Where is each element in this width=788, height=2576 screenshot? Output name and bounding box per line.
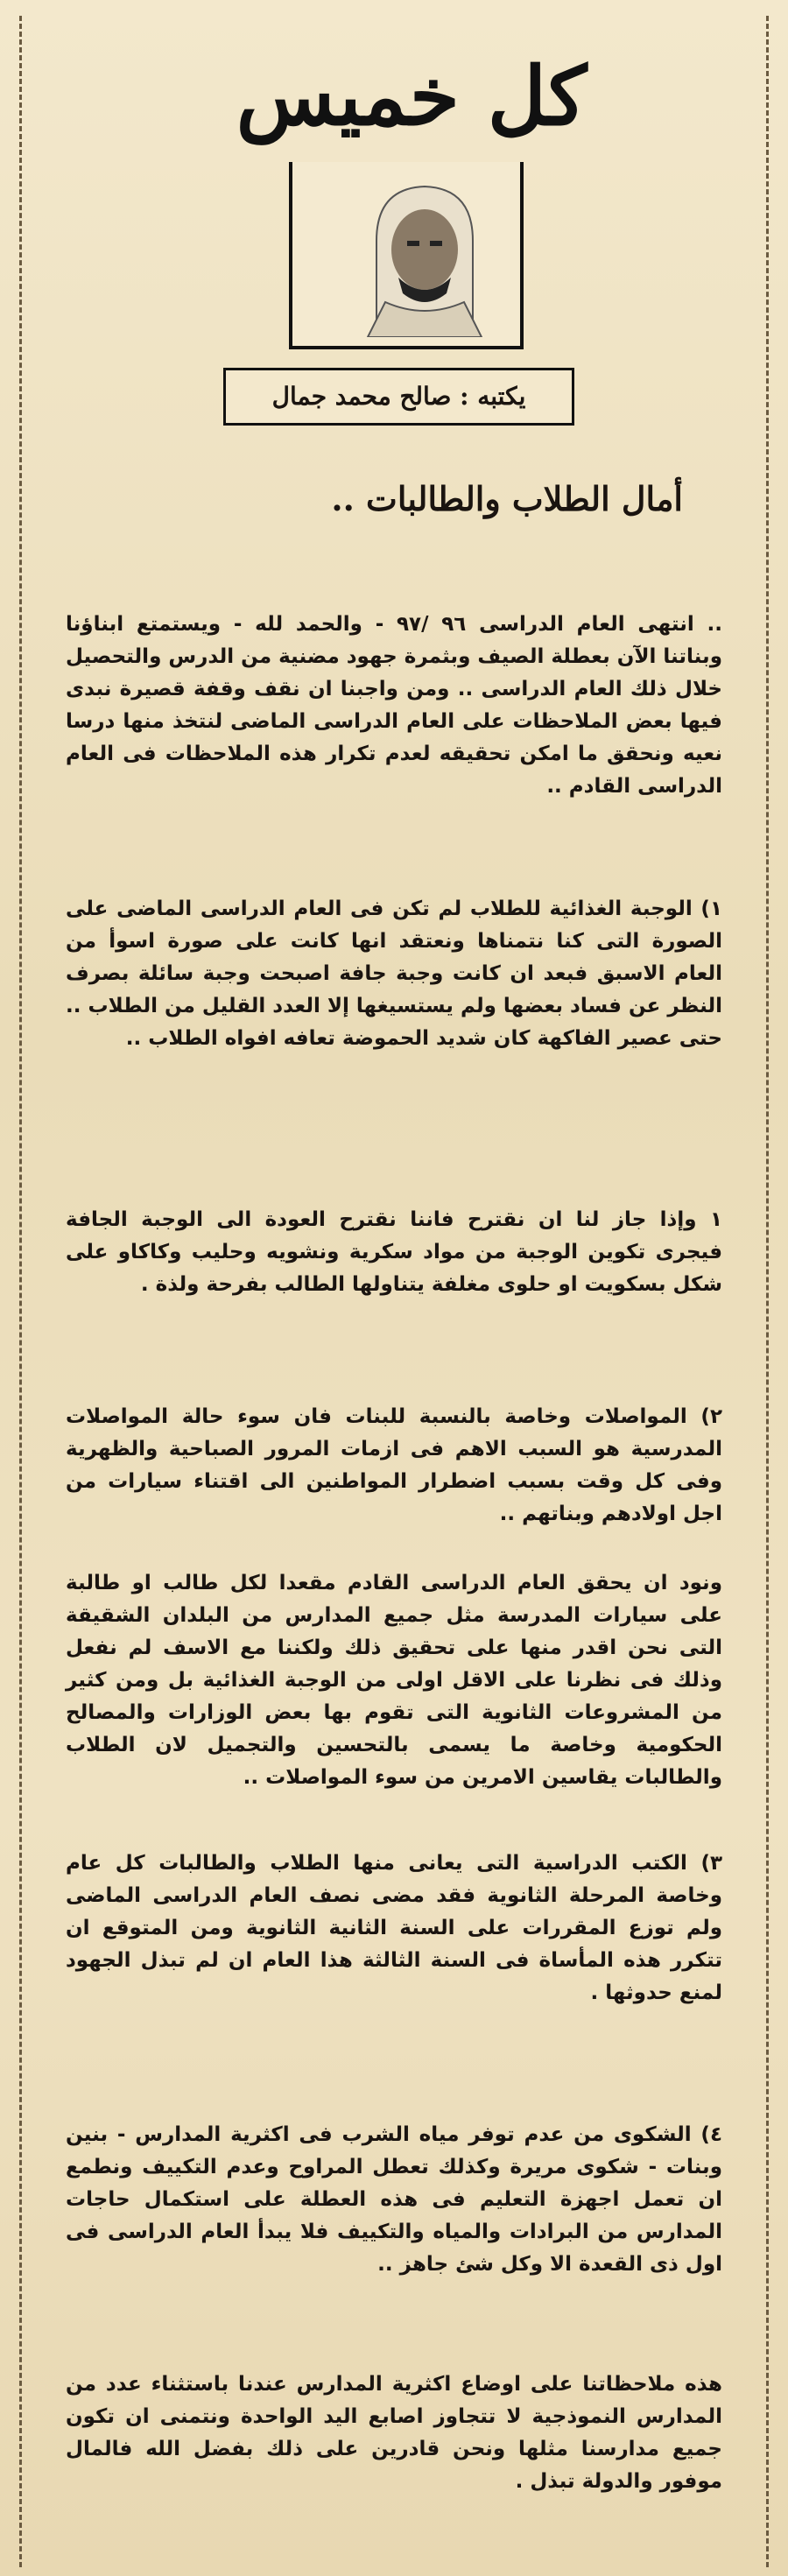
masthead bbox=[0, 48, 788, 411]
author-portrait bbox=[359, 179, 490, 337]
paragraph-point-2: ٢) المواصلات وخاصة بالنسبة للبنات فان سوء حالة المواصلات المدرسية هو السبب الاهم فى ازمات المرور الصباحية والظهرية وفى كل وقت بسبب اضطرار المواطنين الى اقتناء سيارات من اجل اولادهم وبناتهم .. bbox=[66, 1405, 722, 1525]
byline: يكتبه : صالح محمد جمال bbox=[223, 368, 574, 426]
paragraph-closing: هذه ملاحظاتنا على اوضاع اكثرية المدارس عندنا باستثناء عدد من المدارس النموذجية لا تتجاوز اصابع اليد الواحدة ونتمنى ان تكون جميع مدارسنا مثلها ونحن قادرين على ذلك بفضل الله فالمال موفور والدولة تبذل . bbox=[66, 2373, 722, 2493]
paragraph-point-4: ٤) الشكوى من عدم توفر مياه الشرب فى اكثرية المدارس - بنين وبنات - شكوى مريرة وكذلك تعطل المراوح وعدم التكييف ونطمع ان تعمل اجهزة التعليم فى هذه العطلة على استكمال حاجات المدارس من البرادات والمياه والتكييف فلا يبدأ العام الدراسى فى اول ذى القعدة الا وكل شئ جاهز .. bbox=[66, 2123, 722, 2276]
paragraph-point-2-detail: ونود ان يحقق العام الدراسى القادم مقعدا لكل طالب او طالبة على سيارات المدرسة مثل جميع المدارس من البلدان الشقيقة التى نحن اقدر منها على تحقيق ذلك ولكننا مع الاسف لم نفعل وذلك فى نظرنا على الاقل اولى من الوجبة الغذائية بل ومن كثير من المشروعات الثانوية التى تقوم بها بعض الوزارات والمصالح الحكومية وخاصة ما يسمى بالتحسين والتجميل لان الطلاب والطالبات يقاسين الامرين من سوء المواصلات .. bbox=[66, 1572, 722, 1789]
paragraph-intro: .. انتهى العام الدراسى ٩٦ /٩٧ - والحمد لله - ويستمتع ابناؤنا وبناتنا الآن بعطلة الصيف وبثمرة جهود مضنية من الدرس والتحصيل خلال ذلك العام الدراسى .. ومن واجبنا ان نقف وقفة قصيرة نبدى فيها بعض الملاحظات على العام الدراسى الماضى لنتخذ منها درسا نعيه ونحقق ما امكن تحقيقه لعدم تكرار هذه الملاحظات فى العام الدراسى القادم .. bbox=[66, 613, 722, 798]
headline: أمال الطلاب والطالبات .. bbox=[331, 479, 683, 518]
column-title: كل خميس bbox=[236, 49, 587, 144]
paragraph-point-1-suggestion: ١ وإذا جاز لنا ان نقترح فاننا نقترح العودة الى الوجبة الجافة فيجرى تكوين الوجبة من مواد سكرية ونشويه وحليب وكاكاو على شكل بسكويت او حلوى مغلفة يتناولها الطالب بفرحة ولذة . bbox=[66, 1208, 722, 1296]
paragraph-point-3: ٣) الكتب الدراسية التى يعانى منها الطلاب والطالبات كل عام وخاصة المرحلة الثانوية فقد مضى نصف العام الدراسى الماضى ولم توزع المقررات على السنة الثانية الثانوية ومن المتوقع ان تتكرر هذه المأساة فى السنة الثالثة هذا العام ان لم تبذل الجهود لمنع حدوثها . bbox=[66, 1852, 722, 2004]
paragraph-point-1: ١) الوجبة الغذائية للطلاب لم تكن فى العام الدراسى الماضى على الصورة التى كنا نتمناها ونعتقد انها كانت على صورة اسوأ من العام الاسبق فبعد ان كانت وجبة جافة اصبحت وجبة سائلة بصرف النظر عن فساد بعضها ولم يستسيغها إلا العدد القليل من الطلاب .. حتى عصير الفاكهة كان شديد الحموضة تعافه افواه الطلاب .. bbox=[65, 897, 722, 1050]
